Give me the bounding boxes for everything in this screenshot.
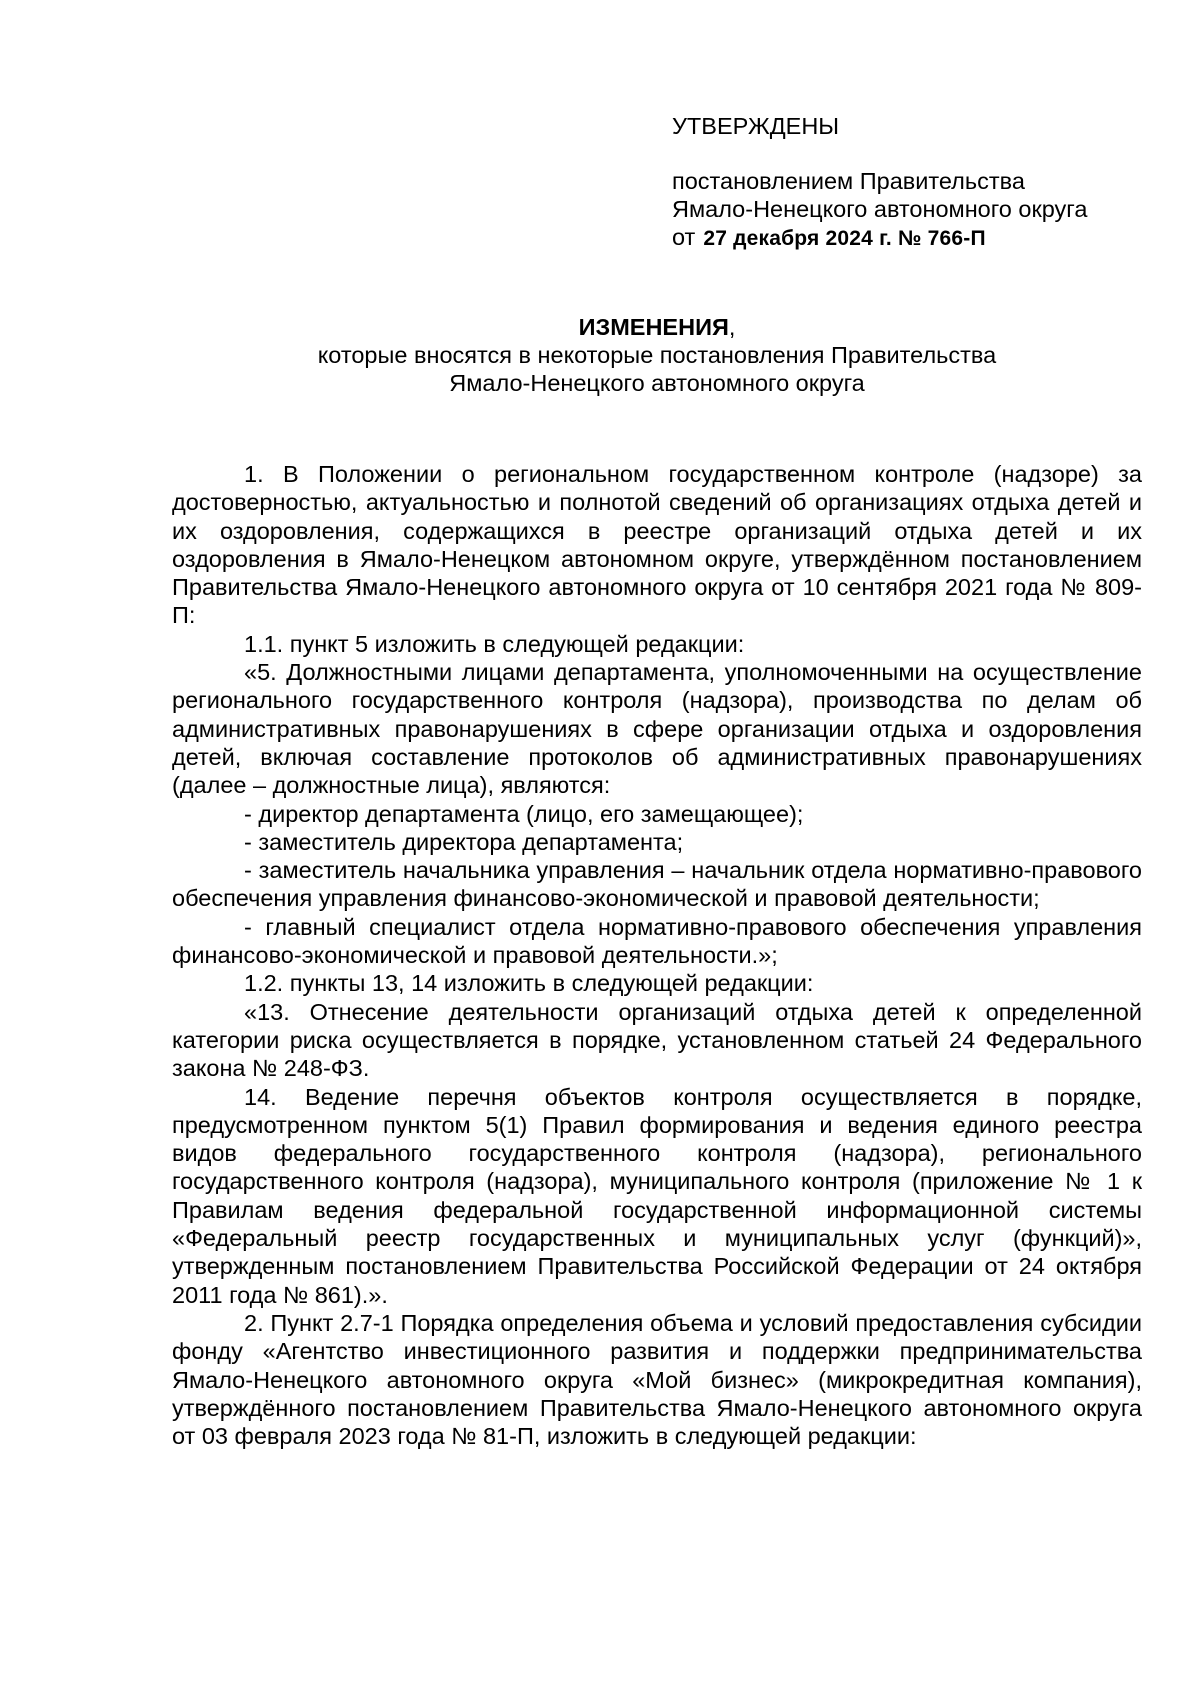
paragraph: 1.1. пункт 5 изложить в следующей редакции: bbox=[244, 630, 745, 657]
document-title bbox=[172, 313, 1142, 397]
spacer bbox=[672, 140, 1172, 167]
paragraph: «5. Должностными лицами департамента, уполномоченными на осуществление регионального государственного контроля (надзора), производства по делам об административных правонарушениях в сфере организации отдыха и оздоровления детей, включая составление протоколов об административных правонарушениях (далее – должностные лица), являются: bbox=[172, 659, 1142, 799]
title-heading: ИЗМЕНЕНИЯ bbox=[578, 314, 729, 340]
paragraph: 14. Ведение перечня объектов контроля осуществляется в порядке, предусмотренном пунктом 5(1) Правил формирования и ведения единого реестра видов федерального государственного контроля (надзора), регионального государственного контроля (надзора), муниципального контроля (приложение № 1 к Правилам ведения федеральной государственной информационной системы «Федеральный реестр государственных и муниципальных услуг (функций)», утвержденным постановлением Правительства Российской Федерации от 24 октября 2011 года № 861).». bbox=[172, 1083, 1142, 1308]
title-heading-line bbox=[172, 313, 1142, 341]
approval-block bbox=[672, 112, 1172, 253]
paragraph: - директор департамента (лицо, его замещающее); bbox=[244, 800, 804, 827]
paragraph: - заместитель начальника управления – начальник отдела нормативно-правового обеспечения управления финансово-экономической и правовой деятельности; bbox=[172, 857, 1142, 912]
approval-date-number: 27 декабря 2024 г. № 766-П bbox=[703, 227, 986, 250]
title-subline: которые вносятся в некоторые постановления Правительства bbox=[317, 342, 997, 368]
title-subline: Ямало-Ненецкого автономного округа bbox=[449, 370, 865, 396]
paragraph: 1. В Положении о региональном государственном контроле (надзоре) за достоверностью, актуальностью и полнотой сведений об организациях отдыха детей и их оздоровления, содержащихся в реестре организаций отдыха детей и их оздоровления в Ямало-Ненецком автономном округе, утверждённом постановлением Правительства Ямало-Ненецкого автономного округа от 10 сентября 2021 года № 809-П: bbox=[172, 461, 1142, 629]
document-body bbox=[172, 460, 1142, 1450]
title-heading-comma: , bbox=[728, 314, 736, 340]
approval-line: Ямало-Ненецкого автономного округа bbox=[672, 196, 1088, 222]
paragraph: - главный специалист отдела нормативно-правового обеспечения управления финансово-экономической и правовой деятельности.»; bbox=[172, 913, 1142, 969]
approval-heading: УТВЕРЖДЕНЫ bbox=[672, 113, 840, 139]
approval-line: постановлением Правительства bbox=[672, 168, 1025, 194]
paragraph: «13. Отнесение деятельности организаций отдыха детей к определенной категории риска осуществляется в порядке, установленном статьей 24 Федерального закона № 248-ФЗ. bbox=[172, 998, 1142, 1082]
approval-date-prefix: от bbox=[672, 224, 696, 250]
approval-date-line bbox=[672, 223, 1172, 253]
paragraph: 2. Пункт 2.7-1 Порядка определения объема и условий предоставления субсидии фонду «Агентство инвестиционного развития и поддержки предпринимательства Ямало-Ненецкого автономного округа «Мой бизнес» (микрокредитная компания), утверждённого постановлением Правительства Ямало-Ненецкого автономного округа от 03 февраля 2023 года № 81-П, изложить в следующей редакции: bbox=[172, 1309, 1142, 1450]
paragraph: 1.2. пункты 13, 14 изложить в следующей редакции: bbox=[244, 970, 814, 997]
paragraph: - заместитель директора департамента; bbox=[244, 828, 684, 855]
